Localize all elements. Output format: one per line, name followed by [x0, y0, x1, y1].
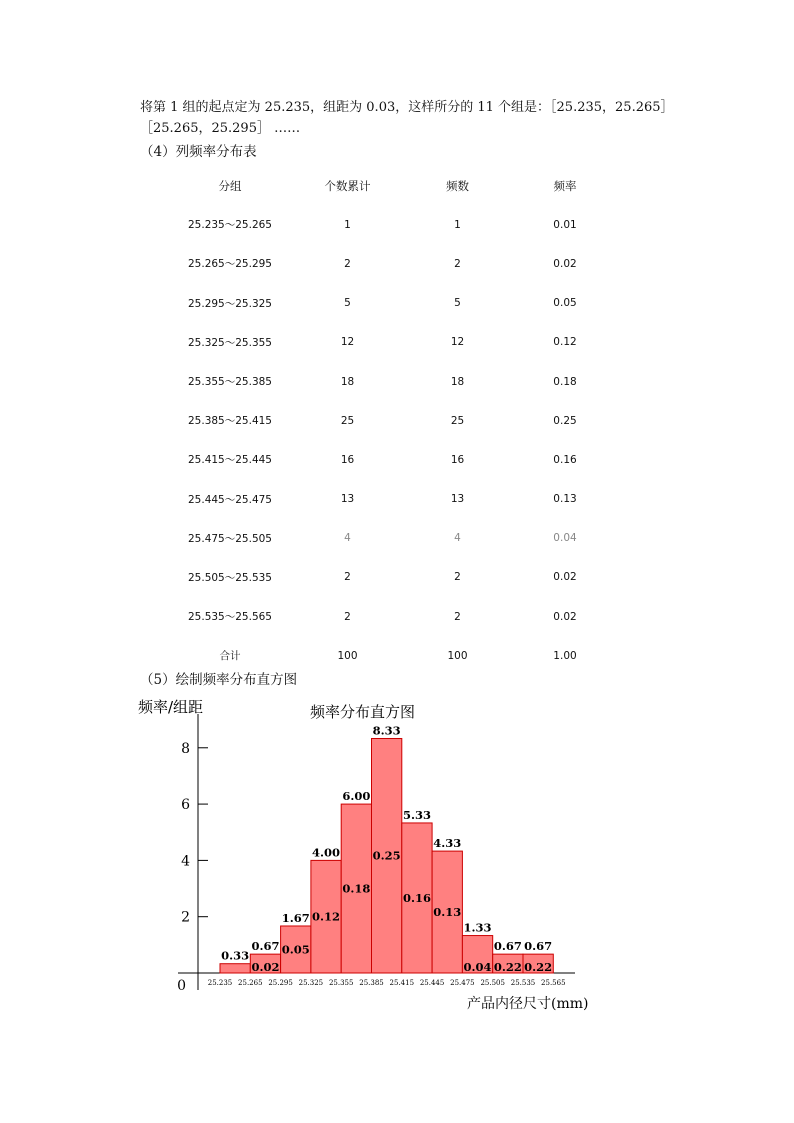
bar-inner-label: 0.12 [312, 909, 341, 924]
cell-frequency: 0.02 [553, 571, 577, 584]
x-tick-label: 25.445 [419, 979, 445, 987]
header-count: 频数 [446, 178, 469, 193]
cell-frequency: 0.25 [553, 414, 577, 427]
intro-line-2: ［25.265，25.295］ …… [140, 121, 301, 136]
x-tick-label: 25.385 [359, 979, 384, 987]
cell-group: 25.505～25.535 [188, 571, 272, 584]
cell-count: 2 [454, 571, 461, 584]
bar-top-label: 6.00 [342, 789, 371, 804]
cell-group: 合计 [219, 650, 241, 663]
intro-paragraph [140, 97, 700, 139]
bar-top-label: 4.00 [312, 845, 341, 860]
cell-frequency: 0.13 [553, 493, 577, 506]
x-tick-labels [208, 979, 566, 987]
x-tick-label: 25.325 [298, 979, 324, 987]
header-cumulative: 个数累计 [324, 178, 371, 193]
cell-frequency: 1.00 [553, 649, 577, 662]
table-row [170, 244, 620, 283]
cell-cumulative: 18 [340, 375, 355, 388]
cell-group: 25.295～25.325 [188, 297, 272, 310]
bar-inner-label: 0.13 [433, 905, 462, 920]
y-tick-label: 2 [181, 909, 190, 926]
bar-inner-label: 0.02 [251, 960, 280, 974]
bar-top-label: 0.67 [524, 939, 553, 954]
bars [220, 723, 553, 974]
cell-frequency: 0.02 [553, 257, 577, 270]
bar-inner-label: 0.16 [402, 890, 431, 905]
cell-cumulative: 2 [344, 610, 351, 623]
chart-title: 频率分布直方图 [310, 703, 416, 721]
cell-group: 25.355～25.385 [188, 376, 272, 389]
table-row [170, 323, 620, 362]
x-tick-label: 25.295 [268, 979, 293, 987]
x-tick-label: 25.565 [541, 979, 566, 987]
cell-cumulative: 12 [340, 336, 355, 349]
cell-count: 16 [450, 453, 465, 466]
cell-group: 25.475～25.505 [188, 532, 272, 545]
cell-count: 100 [447, 649, 468, 662]
table-row [170, 205, 620, 244]
cell-count: 18 [450, 375, 465, 388]
cell-cumulative: 2 [344, 571, 351, 584]
bar-top-label: 1.67 [281, 910, 310, 925]
cell-frequency: 0.18 [553, 375, 577, 388]
bar-top-label: 0.67 [251, 939, 280, 954]
bar-top-label: 4.33 [433, 836, 462, 851]
x-tick-label: 25.505 [480, 979, 505, 987]
cell-frequency: 0.12 [553, 336, 577, 349]
frequency-table [170, 166, 620, 675]
bar-inner-label: 0.22 [493, 960, 522, 974]
x-tick-label: 25.265 [238, 979, 263, 987]
intro-line-1: 将第 1 组的起点定为 25.235，组距为 0.03，这样所分的 11 个组是：［25.235，25.265］ [140, 100, 674, 115]
cell-cumulative: 16 [340, 453, 355, 466]
cell-group: 25.445～25.475 [188, 493, 272, 506]
table-row [170, 597, 620, 636]
histogram-chart [130, 690, 610, 1020]
bar-top-label: 0.67 [493, 939, 522, 954]
cell-count: 5 [454, 297, 461, 310]
cell-group: 25.535～25.565 [188, 611, 272, 624]
cell-group: 25.385～25.415 [188, 415, 272, 428]
table-row [170, 558, 620, 597]
cell-frequency: 0.01 [553, 218, 577, 231]
bar-top-label: 0.33 [221, 948, 250, 963]
x-tick-label: 25.235 [207, 979, 233, 987]
bar-inner-label: 0.18 [342, 881, 371, 896]
bar-top-label: 1.33 [463, 920, 492, 935]
table-row [170, 362, 620, 401]
y-tick-label: 4 [181, 853, 190, 870]
bar-top-label: 5.33 [402, 807, 431, 822]
table-row [170, 401, 620, 440]
cell-cumulative: 2 [344, 257, 351, 270]
x-tick-label: 25.355 [328, 979, 354, 987]
cell-group: 25.415～25.445 [188, 454, 272, 467]
histogram-bar [220, 964, 250, 973]
y-tick-label: 8 [181, 740, 190, 757]
cell-frequency: 0.05 [553, 297, 577, 310]
bar-inner-label: 0.22 [524, 960, 553, 974]
cell-cumulative: 25 [340, 414, 355, 427]
cell-count: 25 [450, 414, 465, 427]
cell-count: 2 [454, 610, 461, 623]
section-5-title: （5）绘制频率分布直方图 [140, 672, 298, 688]
cell-cumulative: 4 [344, 532, 351, 545]
cell-count: 12 [450, 336, 465, 349]
y-ticks [177, 741, 208, 994]
y-axis-label: 频率/组距 [138, 698, 204, 716]
cell-count: 2 [454, 257, 461, 270]
bar-inner-label: 0.25 [372, 848, 401, 863]
cell-count: 1 [454, 218, 461, 231]
x-axis-label: 产品内径尺寸(mm) [467, 996, 589, 1012]
cell-group: 25.265～25.295 [188, 258, 272, 271]
cell-cumulative: 5 [344, 297, 351, 310]
header-group: 分组 [218, 178, 242, 193]
cell-frequency: 0.16 [553, 453, 577, 466]
x-tick-label: 25.535 [510, 979, 536, 987]
cell-cumulative: 1 [344, 218, 351, 231]
section-4-title: （4）列频率分布表 [140, 144, 257, 160]
cell-group: 25.235～25.265 [188, 219, 272, 232]
cell-count: 4 [454, 532, 461, 545]
cell-cumulative: 13 [340, 493, 355, 506]
cell-cumulative: 100 [337, 649, 358, 662]
y-tick-label: 6 [181, 797, 190, 814]
table-row [170, 284, 620, 323]
table-row [170, 440, 620, 479]
table-header-row [170, 166, 620, 205]
bar-inner-label: 0.05 [281, 942, 310, 957]
cell-group: 25.325～25.355 [188, 336, 272, 349]
header-frequency: 频率 [553, 178, 577, 193]
cell-frequency: 0.04 [553, 532, 577, 545]
table-row [170, 480, 620, 519]
table-row [170, 519, 620, 558]
cell-count: 13 [450, 493, 465, 506]
cell-frequency: 0.02 [553, 610, 577, 623]
x-tick-label: 25.475 [450, 979, 475, 987]
bar-top-label: 8.33 [372, 723, 401, 738]
bar-inner-label: 0.04 [463, 960, 492, 974]
y-tick-label: 0 [177, 978, 186, 994]
x-tick-label: 25.415 [389, 979, 415, 987]
